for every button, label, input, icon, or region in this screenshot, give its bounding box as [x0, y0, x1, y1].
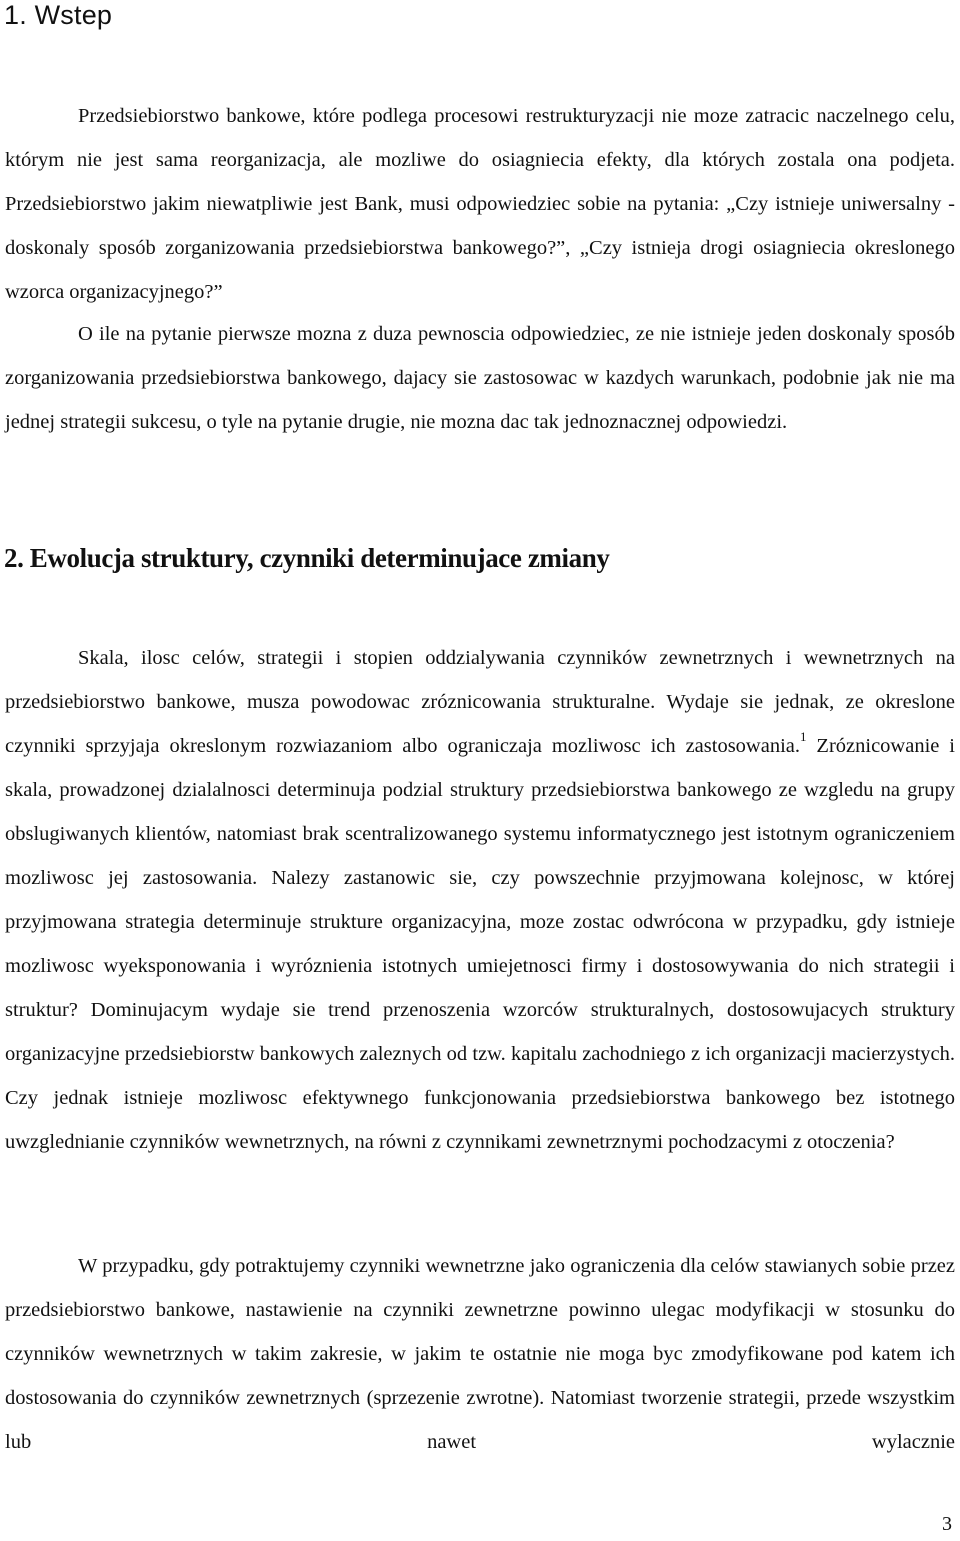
page-number: 3: [942, 1513, 952, 1535]
paragraph-evolution-1-start: Skala, ilosc celów, strategii i stopien oddzialywania czynników zewnetrznych i wewnetrznych na przedsiebiorstwo bankowe, musza powodowac zróznicowania strukturalne. Wydaje sie jednak, ze okreslone czynniki sprzyjaja okreslonym rozwiazaniom albo ograniczaja mozliwosc ich zastosowania.: [5, 647, 955, 757]
section-heading-evolution: 2. Ewolucja struktury, czynniki determinujace zmiany: [4, 543, 610, 573]
paragraph-evolution-2: W przypadku, gdy potraktujemy czynniki wewnetrzne jako ograniczenia dla celów stawianych sobie przez przedsiebiorstwo bankowe, nastawienie na czynniki zewnetrzne powinno ulegac modyfikacji w stosunku do czynników wewnetrznych w takim zakresie, w jakim te ostatnie nie moga byc zmodyfikowane pod katem ich dostosowania do czynników zewnetrznych (sprzezenie zwrotne). Natomiast tworzenie strategii, przede wszystkim lub nawet wylacznie: [5, 1255, 955, 1453]
section-heading-introduction: 1. Wstep: [4, 0, 113, 30]
paragraph-introduction-1: Przedsiebiorstwo bankowe, które podlega procesowi restrukturyzacji nie moze zatracic naczelnego celu, którym nie jest sama reorganizacja, ale mozliwe do osiagniecia efekty, dla których zostala ona podjeta. Przedsiebiorstwo jakim niewatpliwie jest Bank, musi odpowiedziec sobie na pytania: „Czy istnieje uniwersalny - doskonaly sposób zorganizowania przedsiebiorstwa bankowego?”, „Czy istnieja drogi osiagniecia okreslonego wzorca organizacyjnego?”: [5, 105, 955, 303]
paragraph-evolution-1-end: Zróznicowanie i skala, prowadzonej dzialalnosci determinuja podzial struktury przedsiebiorstwa bankowego ze wzgledu na grupy obslugiwanych klientów, natomiast brak scentralizowanego systemu informatycznego jest istotnym ograniczeniem mozliwosc jej zastosowania. Nalezy zastanowic sie, czy powszechnie przyjmowana kolejnosc, w której przyjmowana strategia determinuje strukture organizacyjna, moze zostac odwrócona w przypadku, gdy istnieje mozliwosc wyeksponowania i wyróznienia istotnych umiejetnosci firmy i dostosowywania do nich strategii i struktur? Dominujacym wydaje sie trend przenoszenia wzorców strukturalnych, dostosowujacych struktury organizacyjne przedsiebiorstw bankowych zaleznych od tzw. kapitalu zachodniego z ich organizacji macierzystych. Czy jednak istnieje mozliwosc efektywnego funkcjonowania przedsiebiorstwa bankowego bez istotnego uwzglednianie czynników wewnetrznych, na równi z czynnikami zewnetrznymi pochodzacymi z otoczenia?: [5, 735, 956, 1153]
footnote-reference[interactable]: 1: [800, 729, 807, 745]
paragraph-evolution-1: [5, 636, 955, 1164]
paragraph-introduction-2: O ile na pytanie pierwsze mozna z duza pewnoscia odpowiedziec, ze nie istnieje jeden doskonaly sposób zorganizowania przedsiebiorstwa bankowego, dajacy sie zastosowac w kazdych warunkach, podobnie jak nie ma jednej strategii sukcesu, o tyle na pytanie drugie, nie mozna dac tak jednoznacznej odpowiedzi.: [5, 323, 955, 433]
